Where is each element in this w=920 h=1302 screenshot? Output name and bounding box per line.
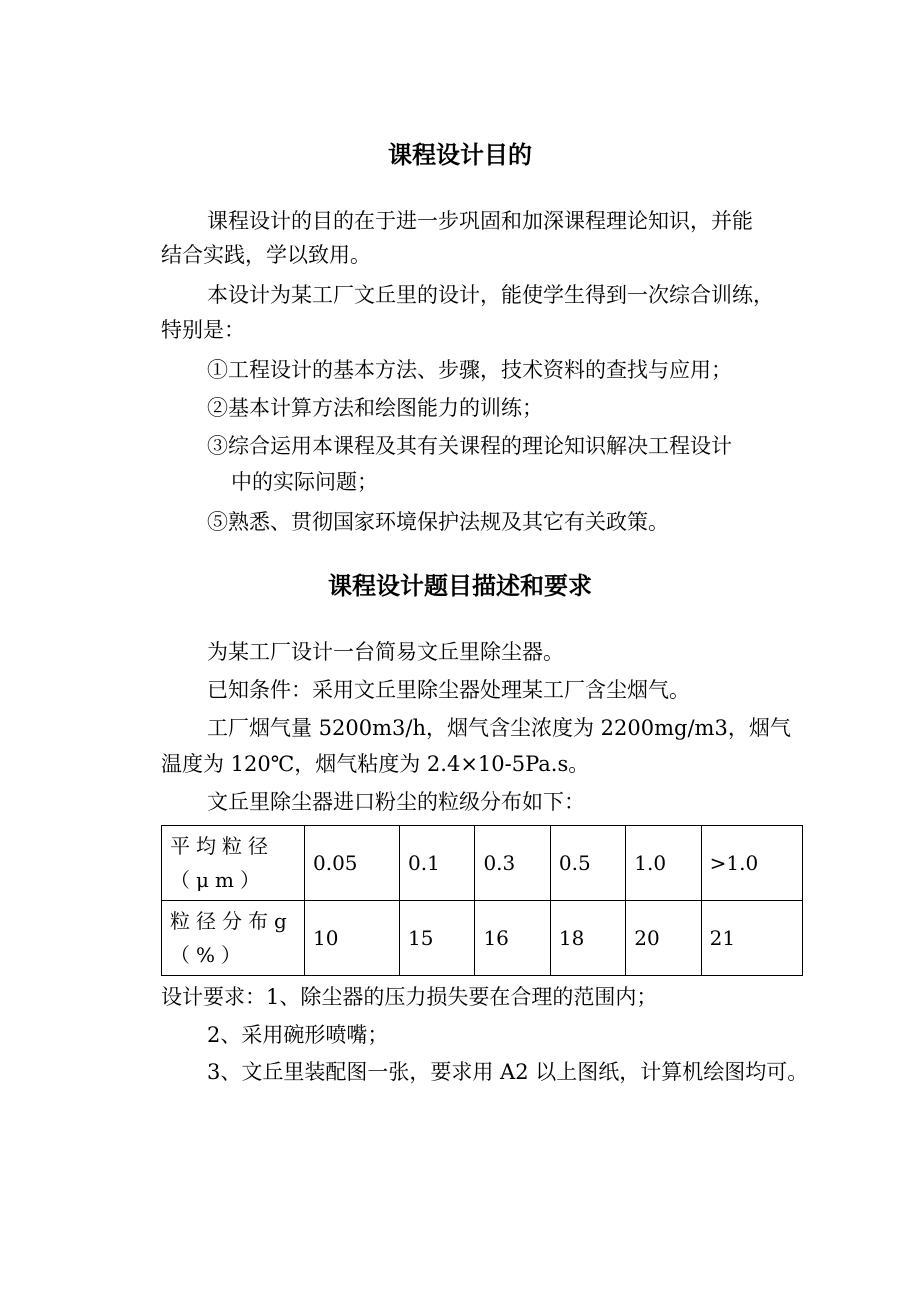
purpose-item-3-line-1: ③综合运用本课程及其有关课程的理论知识解决工程设计 [207,434,732,458]
table-cell: 0.1 [400,826,475,901]
table-cell: 0.3 [475,826,550,901]
table-cell: 16 [475,901,550,976]
requirement-2: 2、采用碗形喷嘴； [207,1023,389,1047]
purpose-item-3-line-2: 中的实际问题； [231,470,378,494]
table-row [162,901,803,976]
table-cell: 0.5 [550,826,625,901]
purpose-paragraph-line-2: 结合实践，学以致用。 [161,243,371,267]
flue-gas-params-line-1: 工厂烟气量 5200m3/h，烟气含尘浓度为 2200mg/m3，烟气 [207,716,791,740]
table-cell: >1.0 [701,826,802,901]
purpose-item-2: ②基本计算方法和绘图能力的训练； [207,396,543,420]
flue-gas-params-line-2: 温度为 120℃，烟气粘度为 2.4×10-5Pa.s。 [161,752,590,776]
distribution-intro: 文丘里除尘器进口粉尘的粒级分布如下： [207,790,585,814]
section-title-requirements: 课程设计题目描述和要求 [328,572,592,600]
table-cell: 0.05 [305,826,400,901]
table-cell: 18 [550,901,625,976]
section-title-purpose: 课程设计目的 [388,141,532,169]
design-intro-line-1: 本设计为某工厂文丘里的设计，能使学生得到一次综合训练， [207,283,774,307]
row-header-distribution: 粒径分布g（%） [162,901,305,976]
requirement-1: 设计要求：1、除尘器的压力损失要在合理的范围内； [161,985,658,1009]
table-row [162,826,803,901]
design-intro-line-2: 特别是： [161,318,245,342]
row-header-mean-size: 平均粒径（μm） [162,826,305,901]
known-conditions: 已知条件：采用文丘里除尘器处理某工厂含尘烟气。 [207,678,690,702]
purpose-item-4: ⑤熟悉、贯彻国家环境保护法规及其它有关政策。 [207,510,669,534]
task-description: 为某工厂设计一台简易文丘里除尘器。 [207,640,564,664]
table-cell: 15 [400,901,475,976]
requirement-3: 3、文丘里装配图一张，要求用 A2 以上图纸，计算机绘图均可。 [207,1060,809,1084]
table-cell: 10 [305,901,400,976]
purpose-paragraph-line-1: 课程设计的目的在于进一步巩固和加深课程理论知识，并能 [207,209,753,233]
table-cell: 20 [626,901,701,976]
table-cell: 1.0 [626,826,701,901]
particle-distribution-table [161,825,803,976]
purpose-item-1: ①工程设计的基本方法、步骤，技术资料的查找与应用； [207,358,732,382]
table-cell: 21 [701,901,802,976]
